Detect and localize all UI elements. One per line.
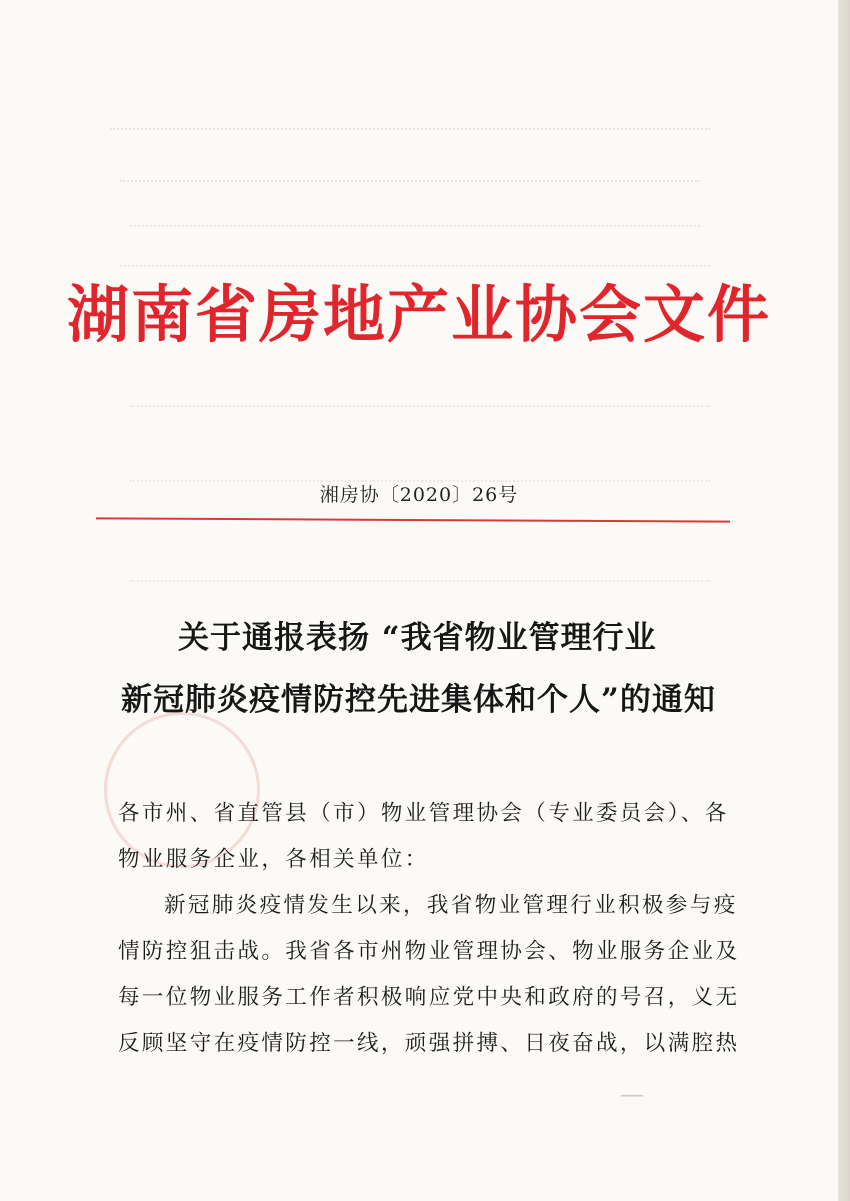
body-line: 各市州、省直管县（市）物业管理协会（专业委员会）、各 [118, 801, 729, 826]
body-line: 每一位物业服务工作者积极响应党中央和政府的号召，义无 [118, 985, 740, 1010]
bleed-through-line [130, 560, 710, 582]
body-line: 情防控狙击战。我省各市州物业管理协会、物业服务企业及 [118, 939, 740, 964]
bleed-through-line [130, 205, 700, 227]
bleed-through-line [120, 160, 700, 182]
body-line: 反顾坚守在疫情防控一线，顽强拼搏、日夜奋战，以满腔热 [118, 1031, 740, 1056]
document-header: 湖南省房地产业协会文件 [66, 278, 771, 351]
red-divider [96, 517, 730, 522]
body-line: 新冠肺炎疫情发生以来，我省物业管理行业积极参与疫 [164, 893, 738, 918]
bleed-through-line [110, 108, 710, 130]
page-edge [838, 0, 850, 1201]
bleed-through-line [120, 245, 710, 267]
notice-title-line-1: 关于通报表扬 “我省物业管理行业 [178, 620, 657, 656]
bleed-through-line [130, 460, 710, 482]
document-number: 湘房协〔2020〕26号 [319, 484, 519, 506]
body-line: 物业服务企业，各相关单位： [118, 847, 429, 872]
faint-page-mark: — [620, 1080, 644, 1108]
bleed-through-line [130, 385, 710, 407]
notice-title-line-2: 新冠肺炎疫情防控先进集体和个人”的通知 [121, 682, 716, 718]
